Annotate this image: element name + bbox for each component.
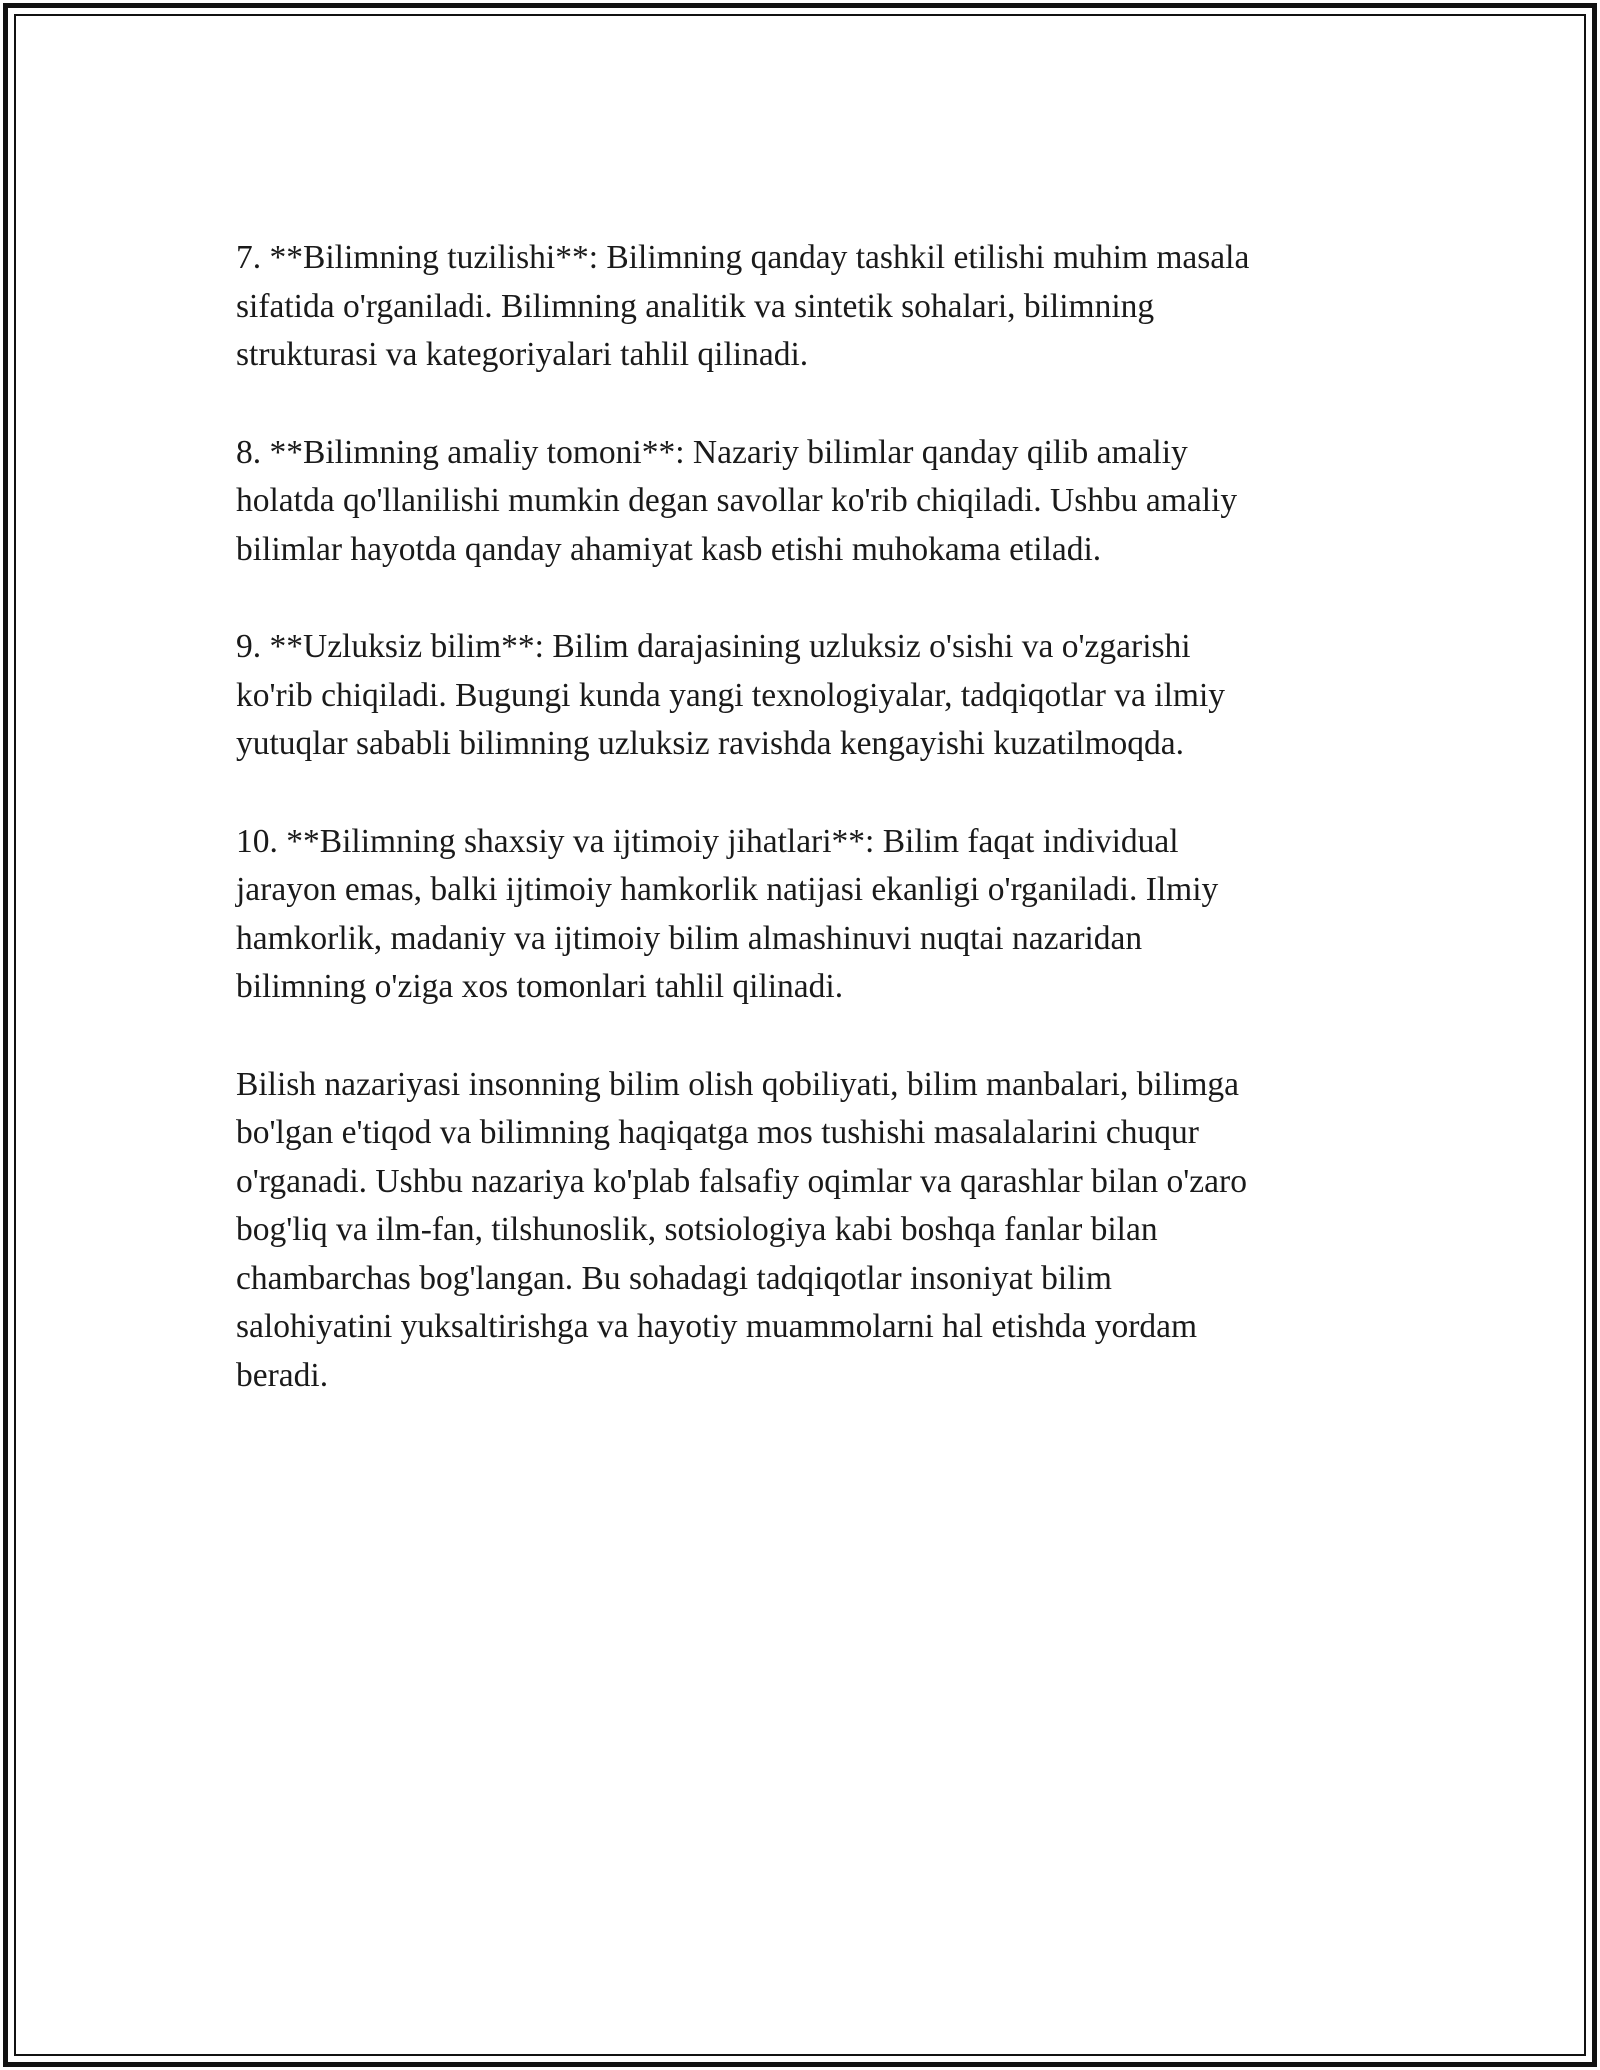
paragraph-shaxsiy-va-ijtimoiy-jihatlari: 10. **Bilimning shaxsiy va ijtimoiy jihatlari**: Bilim faqat individual jarayon emas, balki ijtimoiy hamkorlik natijasi ekanligi o'rganiladi. Ilmiy hamkorlik, madaniy va ijtimoiy bilim almashinuvi nuqtai nazaridan bilimning o'ziga xos tomonlari tahlil qilinadi. (236, 822, 1219, 1005)
paragraph-bilimning-tuzilishi: 7. **Bilimning tuzilishi**: Bilimning qanday tashkil etilishi muhim masala sifatida o'rganiladi. Bilimning analitik va sintetik sohalari, bilimning strukturasi va kategoriyalari tahlil qilinadi. (236, 239, 1250, 373)
paragraph-bilimning-amaliy-tomoni: 8. **Bilimning amaliy tomoni**: Nazariy bilimlar qanday qilib amaliy holatda qo'llanilishi mumkin degan savollar ko'rib chiqiladi. Ushbu amaliy bilimlar hayotda qanday ahamiyat kasb etishi muhokama etiladi. (236, 433, 1238, 568)
document-body (236, 234, 1364, 1449)
paragraph-uzluksiz-bilim: 9. **Uzluksiz bilim**: Bilim darajasining uzluksiz o'sishi va o'zgarishi ko'rib chiqiladi. Bugungi kunda yangi texnologiyalar, tadqiqotlar va ilmiy yutuqlar sababli bilimning uzluksiz ravishda kengayishi kuzatilmoqda. (236, 628, 1226, 762)
paragraph-conclusion: Bilish nazariyasi insonning bilim olish qobiliyati, bilim manbalari, bilimga bo'lgan e'tiqod va bilimning haqiqatga mos tushishi masalalarini chuqur o'rganadi. Ushbu nazariya ko'plab falsafiy oqimlar va qarashlar bilan o'zaro bog'liq va ilm-fan, tilshunoslik, sotsiologiya kabi boshqa fanlar bilan chambarchas bog'langan. Bu sohadagi tadqiqotlar insoniyat bilim salohiyatini yuksaltirishga va hayotiy muammolarni hal etishda yordam beradi. (236, 1065, 1247, 1394)
